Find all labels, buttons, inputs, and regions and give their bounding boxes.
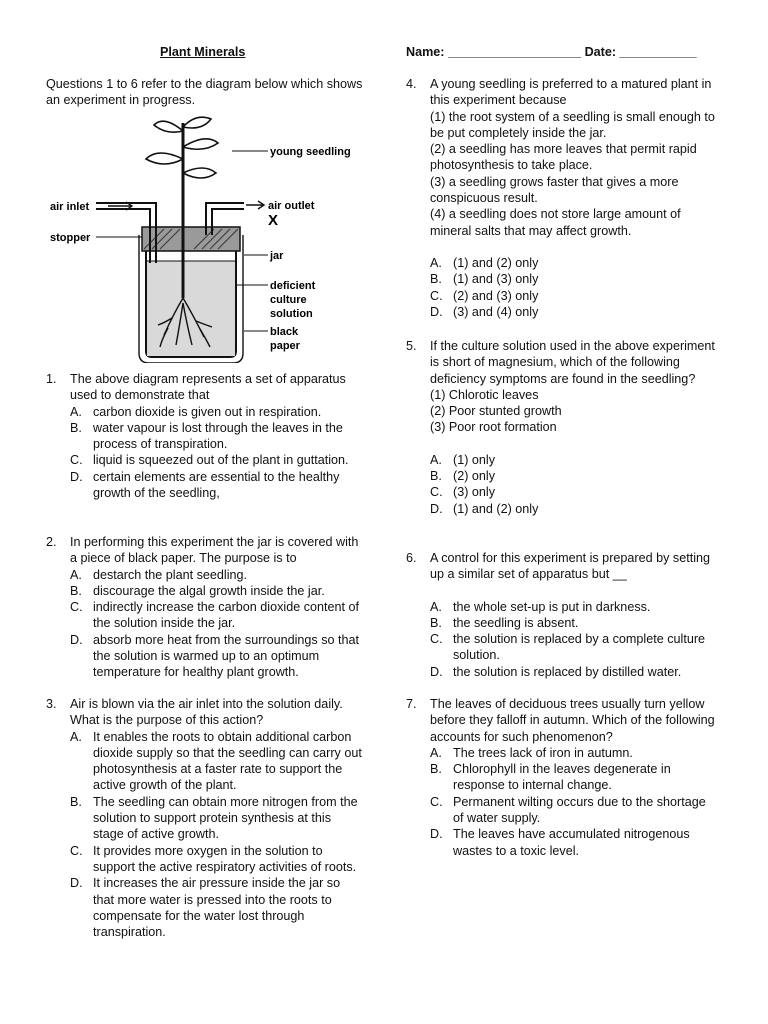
option-c[interactable] [70, 452, 364, 468]
option-d[interactable] [430, 664, 716, 680]
statement: (1) the root system of a seedling is small enough to be put completely inside the jar. [430, 109, 715, 140]
option-text: It increases the air pressure inside the jar so that more water is pressed into the roots to compensate for the water lost through transpiration. [93, 876, 341, 940]
option-b[interactable] [430, 615, 716, 631]
option-a[interactable] [70, 567, 364, 583]
option-text: The leaves have accumulated nitrogenous wastes to a toxic level. [453, 827, 690, 858]
option-text: (3) and (4) only [453, 304, 539, 319]
question-number: 3. [46, 697, 57, 711]
question-number: 6. [406, 551, 417, 565]
option-d[interactable] [430, 304, 716, 320]
question-number: 1. [46, 372, 57, 386]
option-text: liquid is squeezed out of the plant in guttation. [93, 453, 349, 468]
question-number: 2. [46, 535, 57, 549]
option-c[interactable] [70, 843, 364, 876]
option-text: carbon dioxide is given out in respiration. [93, 404, 322, 419]
option-letter: D. [430, 304, 443, 319]
option-text: the solution is replaced by distilled water. [453, 664, 682, 679]
option-d[interactable] [70, 875, 364, 940]
option-letter: D. [430, 827, 443, 842]
option-c[interactable] [70, 599, 364, 632]
option-text: The trees lack of iron in autumn. [453, 745, 633, 760]
option-letter: A. [70, 729, 82, 744]
option-text: discourage the algal growth inside the jar. [93, 583, 325, 598]
option-letter: A. [430, 599, 442, 614]
option-letter: A. [430, 745, 442, 760]
question-1 [46, 371, 364, 501]
option-text: the whole set-up is put in darkness. [453, 599, 651, 614]
option-letter: B. [70, 794, 82, 809]
option-text: (1) and (2) only [453, 255, 539, 270]
option-a[interactable] [430, 255, 716, 271]
statement: (2) a seedling has more leaves that permit rapid photosynthesis to take place. [430, 142, 697, 173]
question-number: 5. [406, 339, 417, 353]
option-a[interactable] [430, 745, 716, 761]
option-text: Chlorophyll in the leaves degenerate in response to internal change. [453, 762, 671, 793]
option-letter: B. [430, 469, 442, 484]
experiment-diagram [46, 113, 364, 363]
question-text: Air is blown via the air inlet into the solution daily. What is the purpose of this action? [70, 697, 343, 728]
option-b[interactable] [430, 761, 716, 794]
intro-text: Questions 1 to 6 refer to the diagram below which shows an experiment in progress. [46, 77, 363, 108]
question-text: A young seedling is preferred to a matured plant in this experiment because [430, 77, 712, 108]
option-b[interactable] [70, 794, 364, 843]
option-letter: A. [430, 452, 442, 467]
option-letter: C. [70, 843, 83, 858]
option-c[interactable] [430, 794, 716, 827]
question-7 [406, 696, 716, 859]
page-title: Plant Minerals [160, 45, 246, 59]
option-b[interactable] [430, 468, 716, 484]
option-letter: B. [430, 762, 442, 777]
question-text: The above diagram represents a set of apparatus used to demonstrate that [70, 372, 346, 403]
option-text: The seedling can obtain more nitrogen from the solution to support protein synthesis at this stage of active growth. [93, 794, 358, 842]
option-text: It provides more oxygen in the solution to support the active respiratory activities of roots. [93, 843, 357, 874]
label-paper: paper [270, 340, 300, 352]
option-letter: C. [70, 600, 83, 615]
option-a[interactable] [430, 599, 716, 615]
option-text: the solution is replaced by a complete culture solution. [453, 632, 706, 663]
option-letter: B. [70, 420, 82, 435]
question-number: 4. [406, 77, 417, 91]
label-deficient: deficient [270, 280, 316, 292]
question-5 [406, 338, 716, 517]
option-letter: A. [70, 567, 82, 582]
question-number: 7. [406, 697, 417, 711]
label-jar: jar [270, 250, 284, 262]
option-letter: D. [70, 469, 83, 484]
option-text: (3) only [453, 485, 495, 500]
diagram-svg [46, 113, 364, 363]
question-6 [406, 550, 716, 680]
option-letter: D. [70, 876, 83, 891]
option-d[interactable] [70, 469, 364, 502]
option-d[interactable] [430, 501, 716, 517]
option-a[interactable] [70, 404, 364, 420]
option-text: absorb more heat from the surroundings so that the solution is warmed up to an optimum temperature for healthy plant growth. [93, 632, 360, 680]
statement: (3) Poor root formation [430, 420, 557, 435]
question-text: The leaves of deciduous trees usually turn yellow before they falloff in autumn. Which of the following accounts for such phenomenon? [430, 697, 715, 744]
option-text: (2) and (3) only [453, 288, 539, 303]
option-text: Permanent wilting occurs due to the shortage of water supply. [453, 794, 706, 826]
option-letter: B. [430, 615, 442, 630]
question-text: If the culture solution used in the above experiment is short of magnesium, which of the following deficiency symptoms are found in the seedling? [430, 339, 715, 386]
option-letter: C. [70, 453, 83, 468]
label-young-seedling: young seedling [270, 146, 351, 158]
option-letter: D. [70, 632, 83, 647]
option-letter: B. [70, 583, 82, 598]
option-letter: C. [430, 794, 443, 809]
option-d[interactable] [70, 632, 364, 681]
name-date-line: Name: ___________________ Date: ___________ [406, 45, 697, 59]
label-stopper: stopper [50, 232, 91, 244]
option-letter: C. [430, 288, 443, 303]
label-solution: solution [270, 308, 313, 320]
option-letter: A. [70, 404, 82, 419]
option-text: It enables the roots to obtain additional carbon dioxide supply so that the seedling can carry out photosynthesis at a faster rate to support the active growth of the plant. [93, 729, 362, 793]
option-c[interactable] [430, 288, 716, 304]
label-air-inlet: air inlet [50, 201, 90, 213]
statement: (2) Poor stunted growth [430, 404, 562, 419]
option-letter: C. [430, 632, 443, 647]
option-a[interactable] [70, 729, 364, 794]
option-b[interactable] [430, 271, 716, 287]
option-a[interactable] [430, 452, 716, 468]
option-text: certain elements are essential to the healthy growth of the seedling, [93, 469, 340, 501]
option-letter: A. [430, 255, 442, 270]
option-text: (1) and (2) only [453, 501, 539, 516]
option-text: water vapour is lost through the leaves in the process of transpiration. [93, 420, 343, 452]
label-black: black [270, 326, 299, 338]
question-2 [46, 534, 364, 681]
option-text: the seedling is absent. [453, 615, 579, 630]
label-culture: culture [270, 294, 307, 306]
option-text: (1) only [453, 452, 495, 467]
option-text: indirectly increase the carbon dioxide content of the solution inside the jar. [93, 600, 360, 631]
label-x-mark: X [268, 212, 279, 229]
option-letter: C. [430, 485, 443, 500]
option-text: (2) only [453, 469, 495, 484]
option-letter: D. [430, 664, 443, 679]
question-4 [406, 76, 716, 320]
statement: (4) a seedling does not store large amount of mineral salts that may affect growth. [430, 207, 681, 238]
question-3 [46, 696, 364, 940]
question-text: A control for this experiment is prepared by setting up a similar set of apparatus but __ [430, 551, 711, 582]
option-c[interactable] [430, 484, 716, 500]
option-b[interactable] [70, 583, 364, 599]
option-text: (1) and (3) only [453, 272, 539, 287]
option-letter: D. [430, 501, 443, 516]
statement: (1) Chlorotic leaves [430, 387, 539, 402]
option-c[interactable] [430, 631, 716, 664]
label-air-outlet: air outlet [268, 200, 315, 212]
option-letter: B. [430, 272, 442, 287]
option-text: destarch the plant seedling. [93, 567, 248, 582]
option-b[interactable] [70, 420, 364, 453]
statement: (3) a seedling grows faster that gives a more conspicuous result. [430, 174, 679, 206]
question-text: In performing this experiment the jar is covered with a piece of black paper. The purpose is to [70, 535, 359, 566]
option-d[interactable] [430, 826, 716, 859]
